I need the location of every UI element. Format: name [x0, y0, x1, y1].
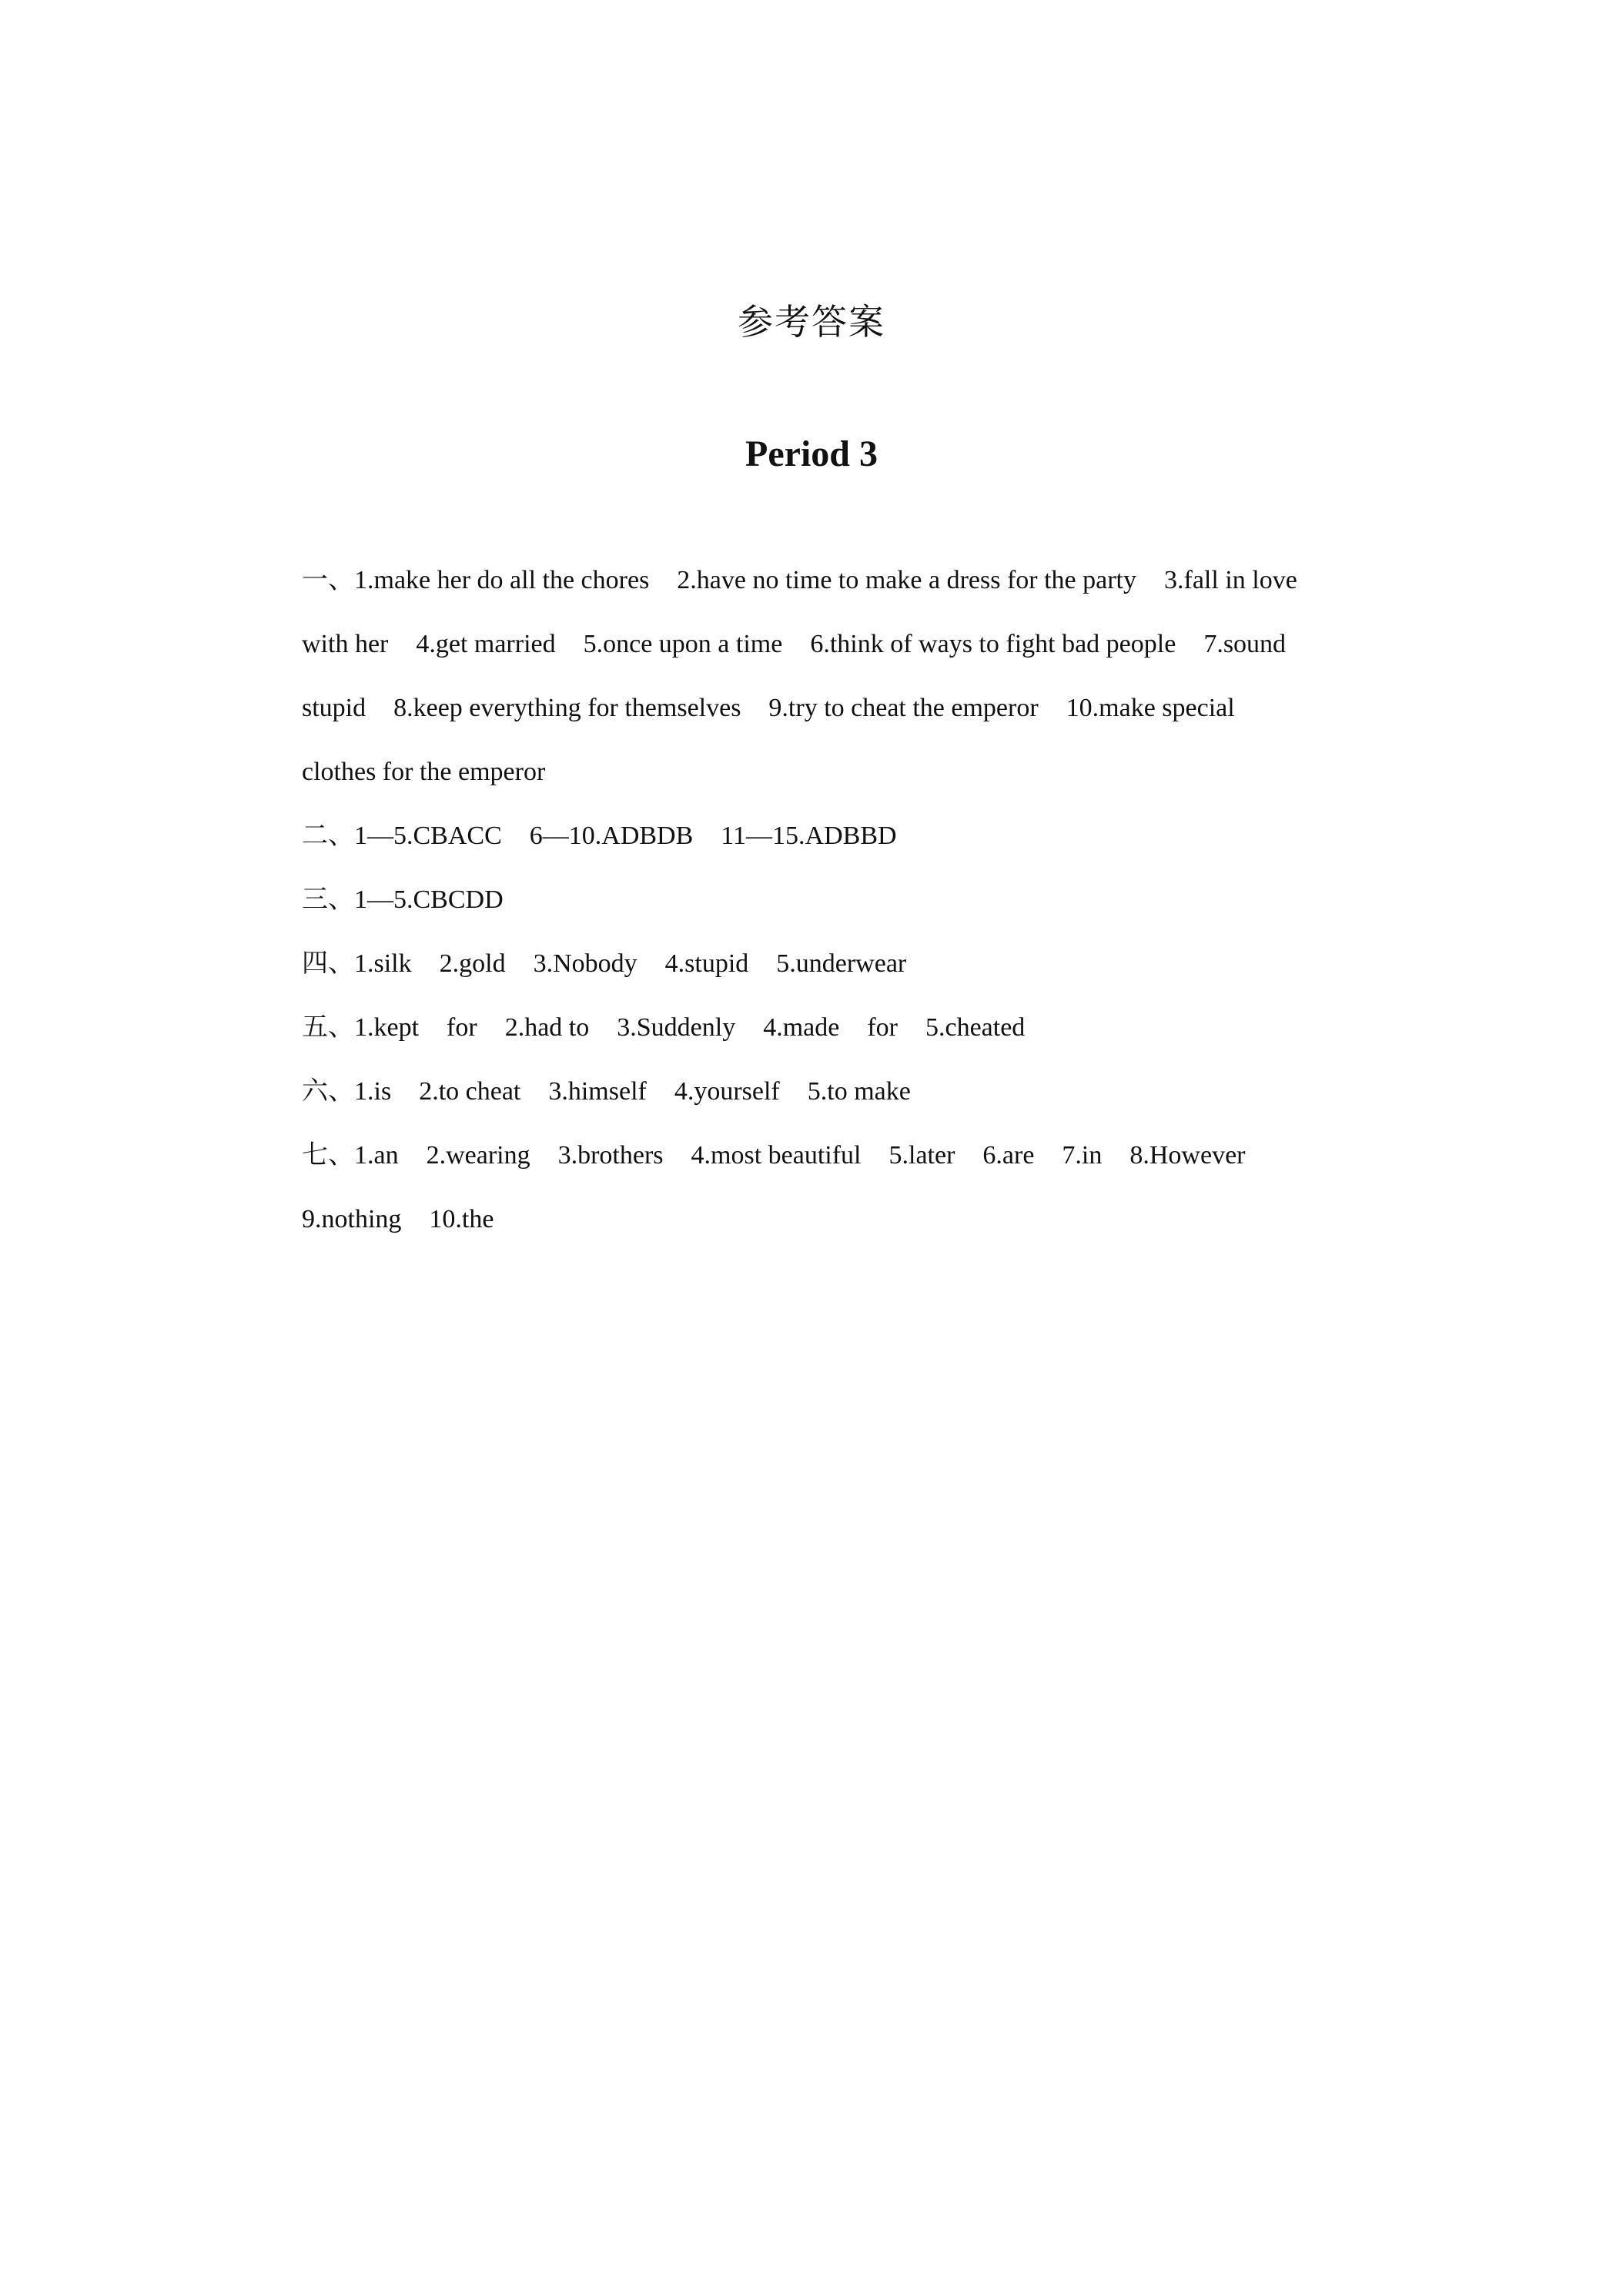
answer-item: 5.once upon a time — [583, 630, 783, 658]
answer-line — [302, 932, 1395, 996]
answer-item: 10.make special — [1066, 694, 1235, 722]
answer-item: clothes for the emperor — [302, 758, 546, 786]
section-marker: 一、 — [302, 564, 354, 595]
answer-item: 1.is — [354, 1077, 392, 1106]
answer-item: 3.Nobody — [533, 949, 637, 978]
answer-item: 1—5.CBACC — [354, 822, 502, 850]
answer-item: 10.the — [429, 1205, 494, 1233]
answer-item: 8.However — [1129, 1141, 1246, 1170]
answer-item: 5.later — [888, 1141, 955, 1170]
answer-item: 1.silk — [354, 949, 412, 978]
answer-item: for — [867, 1013, 898, 1042]
answer-item: 5.cheated — [925, 1013, 1026, 1042]
answer-item: 1.make her do all the chores — [354, 566, 650, 594]
answer-item: 6.are — [982, 1141, 1035, 1170]
answer-item: 9.nothing — [302, 1205, 402, 1233]
answer-item: 6.think of ways to fight bad people — [810, 630, 1176, 658]
answer-line — [302, 612, 1395, 676]
page-title: 参考答案 — [738, 301, 885, 343]
answer-line — [302, 804, 1395, 868]
answer-line — [302, 1123, 1395, 1187]
section-marker: 六、 — [302, 1076, 354, 1106]
answer-body — [302, 548, 1395, 1251]
answer-line — [302, 868, 1395, 932]
answer-item: 3.Suddenly — [617, 1013, 736, 1042]
answer-line — [302, 548, 1395, 612]
page-subtitle: Period 3 — [745, 433, 878, 474]
answer-item: 1—5.CBCDD — [354, 885, 504, 914]
answer-item: 7.in — [1062, 1141, 1103, 1170]
answer-item: for — [447, 1013, 477, 1042]
answer-item: 3.brothers — [557, 1141, 664, 1170]
answer-item: 4.get married — [416, 630, 556, 658]
section-marker: 五、 — [302, 1012, 354, 1043]
answer-item: 9.try to cheat the emperor — [768, 694, 1039, 722]
answer-item: 3.himself — [548, 1077, 647, 1106]
answer-line — [302, 1059, 1395, 1123]
section-marker: 三、 — [302, 884, 354, 915]
answer-item: 2.wearing — [426, 1141, 530, 1170]
answer-item: 1.kept — [354, 1013, 420, 1042]
answer-item: 4.yourself — [674, 1077, 780, 1106]
answer-item: 2.to cheat — [419, 1077, 521, 1106]
answer-item: 6—10.ADBDB — [529, 822, 694, 850]
answer-item: 2.gold — [439, 949, 506, 978]
answer-item: 5.to make — [807, 1077, 911, 1106]
answer-line — [302, 676, 1395, 740]
section-marker: 七、 — [302, 1140, 354, 1170]
answer-line — [302, 1187, 1395, 1251]
section-marker: 四、 — [302, 948, 354, 979]
answer-item: 8.keep everything for themselves — [393, 694, 741, 722]
answer-item: 11—15.ADBBD — [721, 822, 897, 850]
answer-item: stupid — [302, 694, 366, 722]
answer-item: 4.stupid — [664, 949, 749, 978]
answer-item: 4.made — [763, 1013, 840, 1042]
answer-item: 7.sound — [1203, 630, 1287, 658]
answer-item: 5.underwear — [776, 949, 907, 978]
section-marker: 二、 — [302, 820, 354, 851]
answer-item: 1.an — [354, 1141, 399, 1170]
answer-item: 2.have no time to make a dress for the party — [677, 566, 1136, 594]
answer-item: with her — [302, 630, 389, 658]
answer-line — [302, 740, 1395, 804]
answer-line — [302, 996, 1395, 1059]
answer-item: 2.had to — [504, 1013, 590, 1042]
answer-item: 4.most beautiful — [691, 1141, 862, 1170]
answer-item: 3.fall in love — [1164, 566, 1297, 594]
